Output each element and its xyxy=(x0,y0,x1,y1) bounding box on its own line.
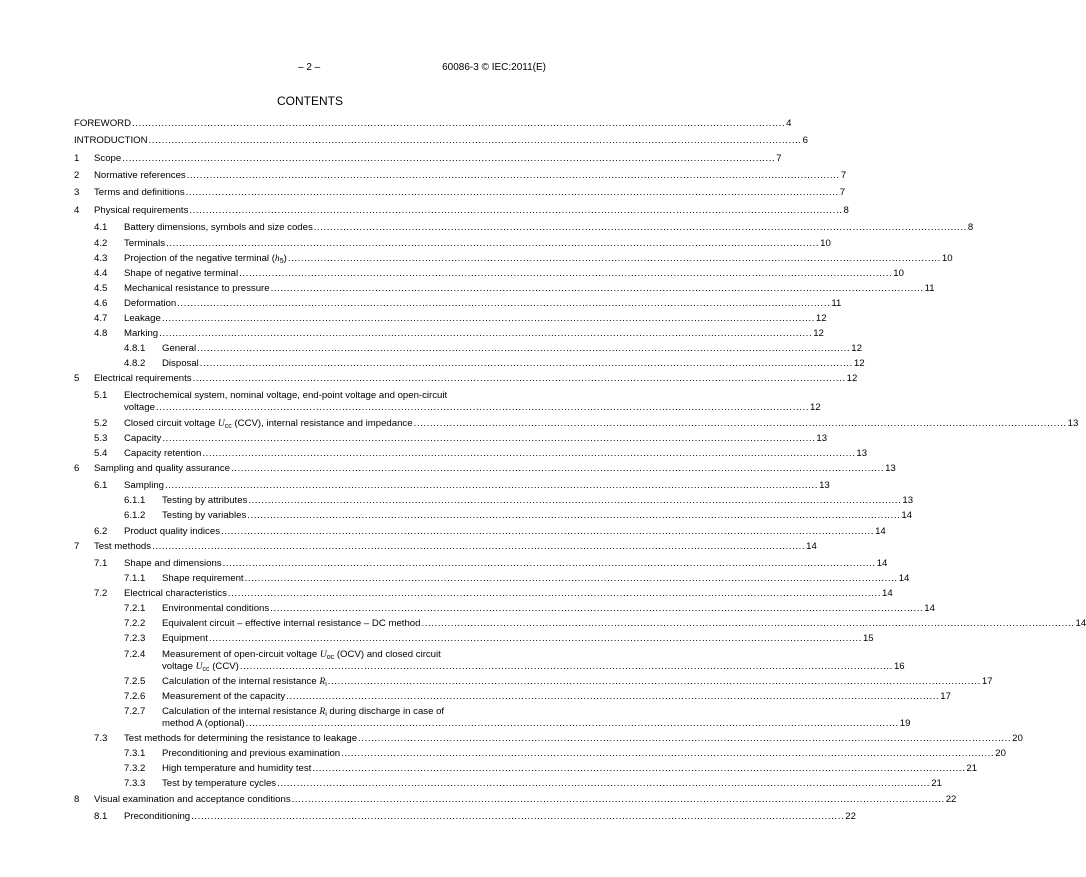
toc-entry-label: High temperature and humidity test xyxy=(162,763,312,774)
toc-dot-leader: ........................................................................................................................................................................................................ xyxy=(227,588,881,599)
toc-entry-number: 7.1.1 xyxy=(124,573,146,584)
toc-dot-leader: ........................................................................................................................................................................................................ xyxy=(189,205,843,216)
toc-entry[interactable] xyxy=(0,495,914,507)
toc-entry-page: 7 xyxy=(839,187,846,198)
toc-entry-label: Deformation xyxy=(124,298,177,309)
toc-dot-leader: ........................................................................................................................................................................................................ xyxy=(199,358,853,369)
toc-entry-page: 6 xyxy=(802,135,808,146)
toc-entry-number: 7.1 xyxy=(94,558,108,569)
toc-entry-page: 13 xyxy=(1067,418,1079,429)
toc-entry-number: 8 xyxy=(74,794,80,805)
toc-entry-page: 12 xyxy=(810,402,821,413)
toc-entry-page: 10 xyxy=(893,268,904,279)
toc-entry[interactable] xyxy=(0,418,1079,430)
toc-entry-page: 17 xyxy=(981,676,993,687)
toc-dot-leader: ........................................................................................................................................................................................................ xyxy=(239,661,893,672)
toc-entry-label: Testing by attributes xyxy=(162,495,248,506)
toc-entry-page: 10 xyxy=(820,238,831,249)
toc-entry-number: 7.2.4 xyxy=(124,649,146,660)
toc-dot-leader: ........................................................................................................................................................................................................ xyxy=(161,313,815,324)
toc-entry-page: 13 xyxy=(819,480,830,491)
toc-entry-label: Marking xyxy=(124,328,159,339)
toc-entry-page: 13 xyxy=(885,463,896,474)
toc-dot-leader: ........................................................................................................................................................................................................ xyxy=(159,328,813,339)
toc-entry-label: Test methods for determining the resistance to leakage xyxy=(124,733,358,744)
toc-entry-number: 5.1 xyxy=(94,390,108,401)
toc-dot-leader: ........................................................................................................................................................................................................ xyxy=(231,463,885,474)
toc-entry-label: Leakage xyxy=(124,313,161,324)
toc-entry-page: 14 xyxy=(898,573,910,584)
toc-entry-number: 6.1 xyxy=(94,480,108,491)
toc-entry[interactable] xyxy=(0,298,842,310)
toc-dot-leader: ........................................................................................................................................................................................................ xyxy=(132,118,786,129)
toc-dot-leader: ........................................................................................................................................................................................................ xyxy=(221,526,875,537)
toc-entry-page: 14 xyxy=(1075,618,1086,629)
toc-entry-number: 4 xyxy=(74,205,80,216)
toc-entry[interactable] xyxy=(0,526,886,538)
toc-entry[interactable] xyxy=(0,733,1023,745)
toc-dot-leader: ........................................................................................................................................................................................................ xyxy=(191,811,845,822)
toc-dot-leader: ........................................................................................................................................................................................................ xyxy=(122,153,776,164)
toc-entry-page: 14 xyxy=(806,541,817,552)
toc-entry-page: 8 xyxy=(967,222,974,233)
toc-entry-page: 16 xyxy=(893,661,905,672)
toc-entry-number: 7.3 xyxy=(94,733,108,744)
toc-entry[interactable] xyxy=(0,541,817,553)
toc-entry[interactable] xyxy=(0,706,911,730)
toc-entry-label: Electrical requirements xyxy=(94,373,192,384)
toc-dot-leader: ........................................................................................................................................................................................................ xyxy=(148,135,802,146)
toc-entry[interactable] xyxy=(0,238,831,250)
toc-entry-label: Terminals xyxy=(124,238,166,249)
toc-entry[interactable] xyxy=(0,603,935,615)
toc-entry-page: 7 xyxy=(776,153,782,164)
toc-entry-page: 14 xyxy=(901,510,913,521)
toc-entry-page: 22 xyxy=(945,794,957,805)
toc-dot-leader: ........................................................................................................................................................................................................ xyxy=(202,448,856,459)
toc-entry[interactable] xyxy=(0,373,858,385)
toc-entry-number: 7.2.7 xyxy=(124,706,146,717)
toc-entry-label: Normative references xyxy=(94,170,186,181)
toc-entry[interactable] xyxy=(0,433,828,445)
page-number: – 2 – xyxy=(298,62,321,73)
toc-entry-label: Environmental conditions xyxy=(162,603,270,614)
toc-entry-page: 7 xyxy=(840,170,847,181)
toc-entry-number: 2 xyxy=(74,170,80,181)
toc-dot-leader: ........................................................................................................................................................................................................ xyxy=(358,733,1012,744)
toc-entry-number: 7.2.3 xyxy=(124,633,146,644)
toc-entry[interactable] xyxy=(0,573,910,585)
toc-entry-label: Equipment xyxy=(162,633,208,644)
toc-entry-page: 13 xyxy=(902,495,914,506)
toc-dot-leader: ........................................................................................................................................................................................................ xyxy=(208,633,862,644)
toc-entry-number: 7.3.1 xyxy=(124,748,146,759)
toc-entry[interactable] xyxy=(0,748,1006,760)
toc-entry[interactable] xyxy=(0,283,935,295)
toc-entry-label: Preconditioning xyxy=(124,811,191,822)
toc-entry-label: Sampling xyxy=(124,480,164,491)
toc-entry[interactable] xyxy=(0,763,978,775)
toc-entry-label: Battery dimensions, symbols and size codes xyxy=(124,222,313,233)
toc-dot-leader: ........................................................................................................................................................................................................ xyxy=(313,222,967,233)
toc-entry[interactable] xyxy=(0,153,782,165)
toc-dot-leader: ........................................................................................................................................................................................................ xyxy=(197,343,851,354)
toc-entry-label: INTRODUCTION xyxy=(74,135,148,146)
toc-dot-leader: ........................................................................................................................................................................................................ xyxy=(270,603,924,614)
toc-entry[interactable] xyxy=(0,588,893,600)
toc-entry-number: 6 xyxy=(74,463,80,474)
toc-entry-label: Scope xyxy=(94,153,122,164)
toc-dot-leader: ........................................................................................................................................................................................................ xyxy=(287,253,941,264)
toc-entry[interactable] xyxy=(0,691,951,703)
toc-entry-number: 7.2.5 xyxy=(124,676,146,687)
toc-entry[interactable] xyxy=(0,268,904,280)
toc-entry-label: Visual examination and acceptance conditions xyxy=(94,794,291,805)
toc-entry-page: 20 xyxy=(1012,733,1023,744)
toc-dot-leader: ........................................................................................................................................................................................................ xyxy=(239,268,893,279)
page-title: CONTENTS xyxy=(277,94,343,108)
toc-entry[interactable] xyxy=(0,463,896,475)
toc-entry[interactable] xyxy=(0,390,821,414)
toc-entry-number: 4.3 xyxy=(94,253,108,264)
toc-dot-leader: ........................................................................................................................................................................................................ xyxy=(247,510,901,521)
toc-entry-label: Product quality indices xyxy=(124,526,220,537)
toc-dot-leader: ........................................................................................................................................................................................................ xyxy=(166,238,820,249)
toc-entry-number: 5.3 xyxy=(94,433,108,444)
toc-entry-label: Calculation of the internal resistance $R_i$ during discharge in case of xyxy=(162,706,445,718)
toc-entry-page: 13 xyxy=(856,448,868,459)
toc-entry-label: Projection of the negative terminal $(h_5)$ xyxy=(124,253,287,265)
toc-entry[interactable] xyxy=(0,313,827,325)
toc-entry-page: 12 xyxy=(813,328,824,339)
toc-dot-leader: ........................................................................................................................................................................................................ xyxy=(192,373,846,384)
toc-entry-label-continuation: voltage xyxy=(124,402,155,413)
toc-entry-page: 11 xyxy=(924,283,935,294)
toc-entry-page: 14 xyxy=(875,526,886,537)
toc-entry[interactable] xyxy=(0,205,849,217)
toc-entry-label: Shape requirement xyxy=(162,573,244,584)
toc-entry-page: 14 xyxy=(876,558,888,569)
toc-dot-leader: ........................................................................................................................................................................................................ xyxy=(155,402,810,413)
toc-dot-leader: ........................................................................................................................................................................................................ xyxy=(277,778,931,789)
toc-dot-leader: ........................................................................................................................................................................................................ xyxy=(152,541,806,552)
toc-entry-number: 4.4 xyxy=(94,268,108,279)
toc-entry[interactable] xyxy=(0,794,957,806)
toc-entry-page: 12 xyxy=(853,358,865,369)
toc-entry-page: 19 xyxy=(899,718,911,729)
toc-entry-page: 20 xyxy=(995,748,1006,759)
toc-dot-leader: ........................................................................................................................................................................................................ xyxy=(177,298,831,309)
toc-entry-number: 3 xyxy=(74,187,80,198)
toc-entry-label: Calculation of the internal resistance $R_i$ xyxy=(162,676,327,688)
toc-entry-page: 21 xyxy=(966,763,978,774)
toc-entry-page: 12 xyxy=(851,343,862,354)
toc-dot-leader: ........................................................................................................................................................................................................ xyxy=(186,170,840,181)
toc-entry-label: General xyxy=(162,343,197,354)
toc-entry-number: 7.2.6 xyxy=(124,691,146,702)
toc-entry-label: Shape and dimensions xyxy=(124,558,222,569)
toc-entry-number: 4.1 xyxy=(94,222,108,233)
toc-entry-label: Test by temperature cycles xyxy=(162,778,277,789)
toc-entry-number: 1 xyxy=(74,153,80,164)
toc-entry-page: 10 xyxy=(941,253,953,264)
toc-entry[interactable] xyxy=(0,448,868,460)
toc-dot-leader: ........................................................................................................................................................................................................ xyxy=(244,573,898,584)
toc-entry[interactable] xyxy=(0,558,888,570)
toc-entry[interactable] xyxy=(0,328,824,340)
toc-entry-page: 12 xyxy=(815,313,827,324)
toc-dot-leader: ........................................................................................................................................................................................................ xyxy=(421,618,1075,629)
toc-entry[interactable] xyxy=(0,118,792,130)
toc-entry[interactable] xyxy=(0,676,993,688)
toc-entry-number: 5.4 xyxy=(94,448,108,459)
toc-entry-page: 13 xyxy=(816,433,828,444)
toc-entry[interactable] xyxy=(0,510,913,522)
toc-entry-page: 14 xyxy=(924,603,935,614)
toc-entry-number: 4.6 xyxy=(94,298,108,309)
toc-entry-label: Shape of negative terminal xyxy=(124,268,239,279)
toc-dot-leader: ........................................................................................................................................................................................................ xyxy=(341,748,995,759)
toc-dot-leader: ........................................................................................................................................................................................................ xyxy=(327,676,981,687)
toc-entry-number: 5.2 xyxy=(94,418,108,429)
toc-dot-leader: ........................................................................................................................................................................................................ xyxy=(222,558,876,569)
toc-dot-leader: ........................................................................................................................................................................................................ xyxy=(162,433,816,444)
toc-entry-page: 14 xyxy=(882,588,893,599)
toc-entry-number: 4.5 xyxy=(94,283,108,294)
toc-entry-number: 5 xyxy=(74,373,80,384)
toc-entry-label: Mechanical resistance to pressure xyxy=(124,283,270,294)
toc-entry-page: 22 xyxy=(845,811,856,822)
toc-entry[interactable] xyxy=(0,222,974,234)
toc-entry-label: Capacity retention xyxy=(124,448,202,459)
toc-entry[interactable] xyxy=(0,811,856,823)
toc-entry-label: Electrochemical system, nominal voltage, end-point voltage and open-circuit xyxy=(124,390,448,401)
toc-entry-label: Equivalent circuit – effective internal resistance – DC method xyxy=(162,618,421,629)
toc-entry-number: 6.2 xyxy=(94,526,108,537)
toc-dot-leader: ........................................................................................................................................................................................................ xyxy=(185,187,839,198)
toc-dot-leader: ........................................................................................................................................................................................................ xyxy=(286,691,940,702)
toc-entry-number: 6.1.2 xyxy=(124,510,146,521)
toc-entry-page: 21 xyxy=(931,778,942,789)
toc-entry-page: 8 xyxy=(843,205,849,216)
toc-entry[interactable] xyxy=(0,170,847,182)
toc-entry-label: Physical requirements xyxy=(94,205,189,216)
toc-entry-page: 11 xyxy=(831,298,842,309)
toc-dot-leader: ........................................................................................................................................................................................................ xyxy=(165,480,819,491)
toc-entry-page: 17 xyxy=(940,691,951,702)
toc-entry-page: 15 xyxy=(862,633,874,644)
toc-dot-leader: ........................................................................................................................................................................................................ xyxy=(291,794,945,805)
toc-entry-number: 7.2 xyxy=(94,588,108,599)
toc-dot-leader: ........................................................................................................................................................................................................ xyxy=(413,418,1067,429)
toc-dot-leader: ........................................................................................................................................................................................................ xyxy=(270,283,924,294)
toc-entry-number: 8.1 xyxy=(94,811,108,822)
toc-entry-number: 7.3.3 xyxy=(124,778,146,789)
toc-entry-label: Measurement of the capacity xyxy=(162,691,286,702)
toc-entry-label: Terms and definitions xyxy=(94,187,185,198)
toc-entry-label: Testing by variables xyxy=(162,510,247,521)
toc-entry-label: Disposal xyxy=(162,358,199,369)
toc-entry[interactable] xyxy=(0,649,905,673)
toc-entry-label: FOREWORD xyxy=(74,118,132,129)
toc-entry[interactable] xyxy=(0,618,1086,630)
toc-entry-number: 7 xyxy=(74,541,80,552)
toc-entry-label: Measurement of open-circuit voltage $U_{oc}$ (OCV) and closed circuit xyxy=(162,649,441,661)
toc-entry[interactable] xyxy=(0,633,874,645)
toc-entry-number: 4.7 xyxy=(94,313,108,324)
toc-entry-number: 7.2.1 xyxy=(124,603,146,614)
standard-reference: 60086-3 © IEC:2011(E) xyxy=(442,62,546,73)
toc-entry[interactable] xyxy=(0,253,953,265)
toc-dot-leader: ........................................................................................................................................................................................................ xyxy=(245,718,899,729)
toc-entry-label: Test methods xyxy=(94,541,152,552)
toc-entry-label-continuation: voltage $U_{cc}$ (CCV) xyxy=(162,661,239,673)
toc-entry-label: Closed circuit voltage $U_{cc}$ (CCV), internal resistance and impedance xyxy=(124,418,413,430)
toc-entry[interactable] xyxy=(0,778,942,790)
toc-entry-number: 4.8.1 xyxy=(124,343,146,354)
toc-dot-leader: ........................................................................................................................................................................................................ xyxy=(312,763,966,774)
toc-entry[interactable] xyxy=(0,358,865,370)
toc-entry-page: 4 xyxy=(786,118,792,129)
toc-entry[interactable] xyxy=(0,135,808,147)
toc-entry-page: 12 xyxy=(846,373,858,384)
toc-entry[interactable] xyxy=(0,343,862,355)
toc-entry[interactable] xyxy=(0,187,846,199)
toc-entry-number: 4.2 xyxy=(94,238,108,249)
toc-dot-leader: ........................................................................................................................................................................................................ xyxy=(248,495,902,506)
toc-entry-label-continuation: method A (optional) xyxy=(162,718,245,729)
toc-entry-label: Electrical characteristics xyxy=(124,588,227,599)
toc-entry-number: 6.1.1 xyxy=(124,495,146,506)
toc-entry-number: 4.8 xyxy=(94,328,108,339)
toc-entry[interactable] xyxy=(0,480,830,492)
toc-entry-label: Sampling and quality assurance xyxy=(94,463,230,474)
toc-entry-number: 4.8.2 xyxy=(124,358,146,369)
toc-entry-label: Capacity xyxy=(124,433,162,444)
toc-entry-number: 7.3.2 xyxy=(124,763,146,774)
toc-entry-number: 7.2.2 xyxy=(124,618,146,629)
toc-entry-label: Preconditioning and previous examination xyxy=(162,748,341,759)
